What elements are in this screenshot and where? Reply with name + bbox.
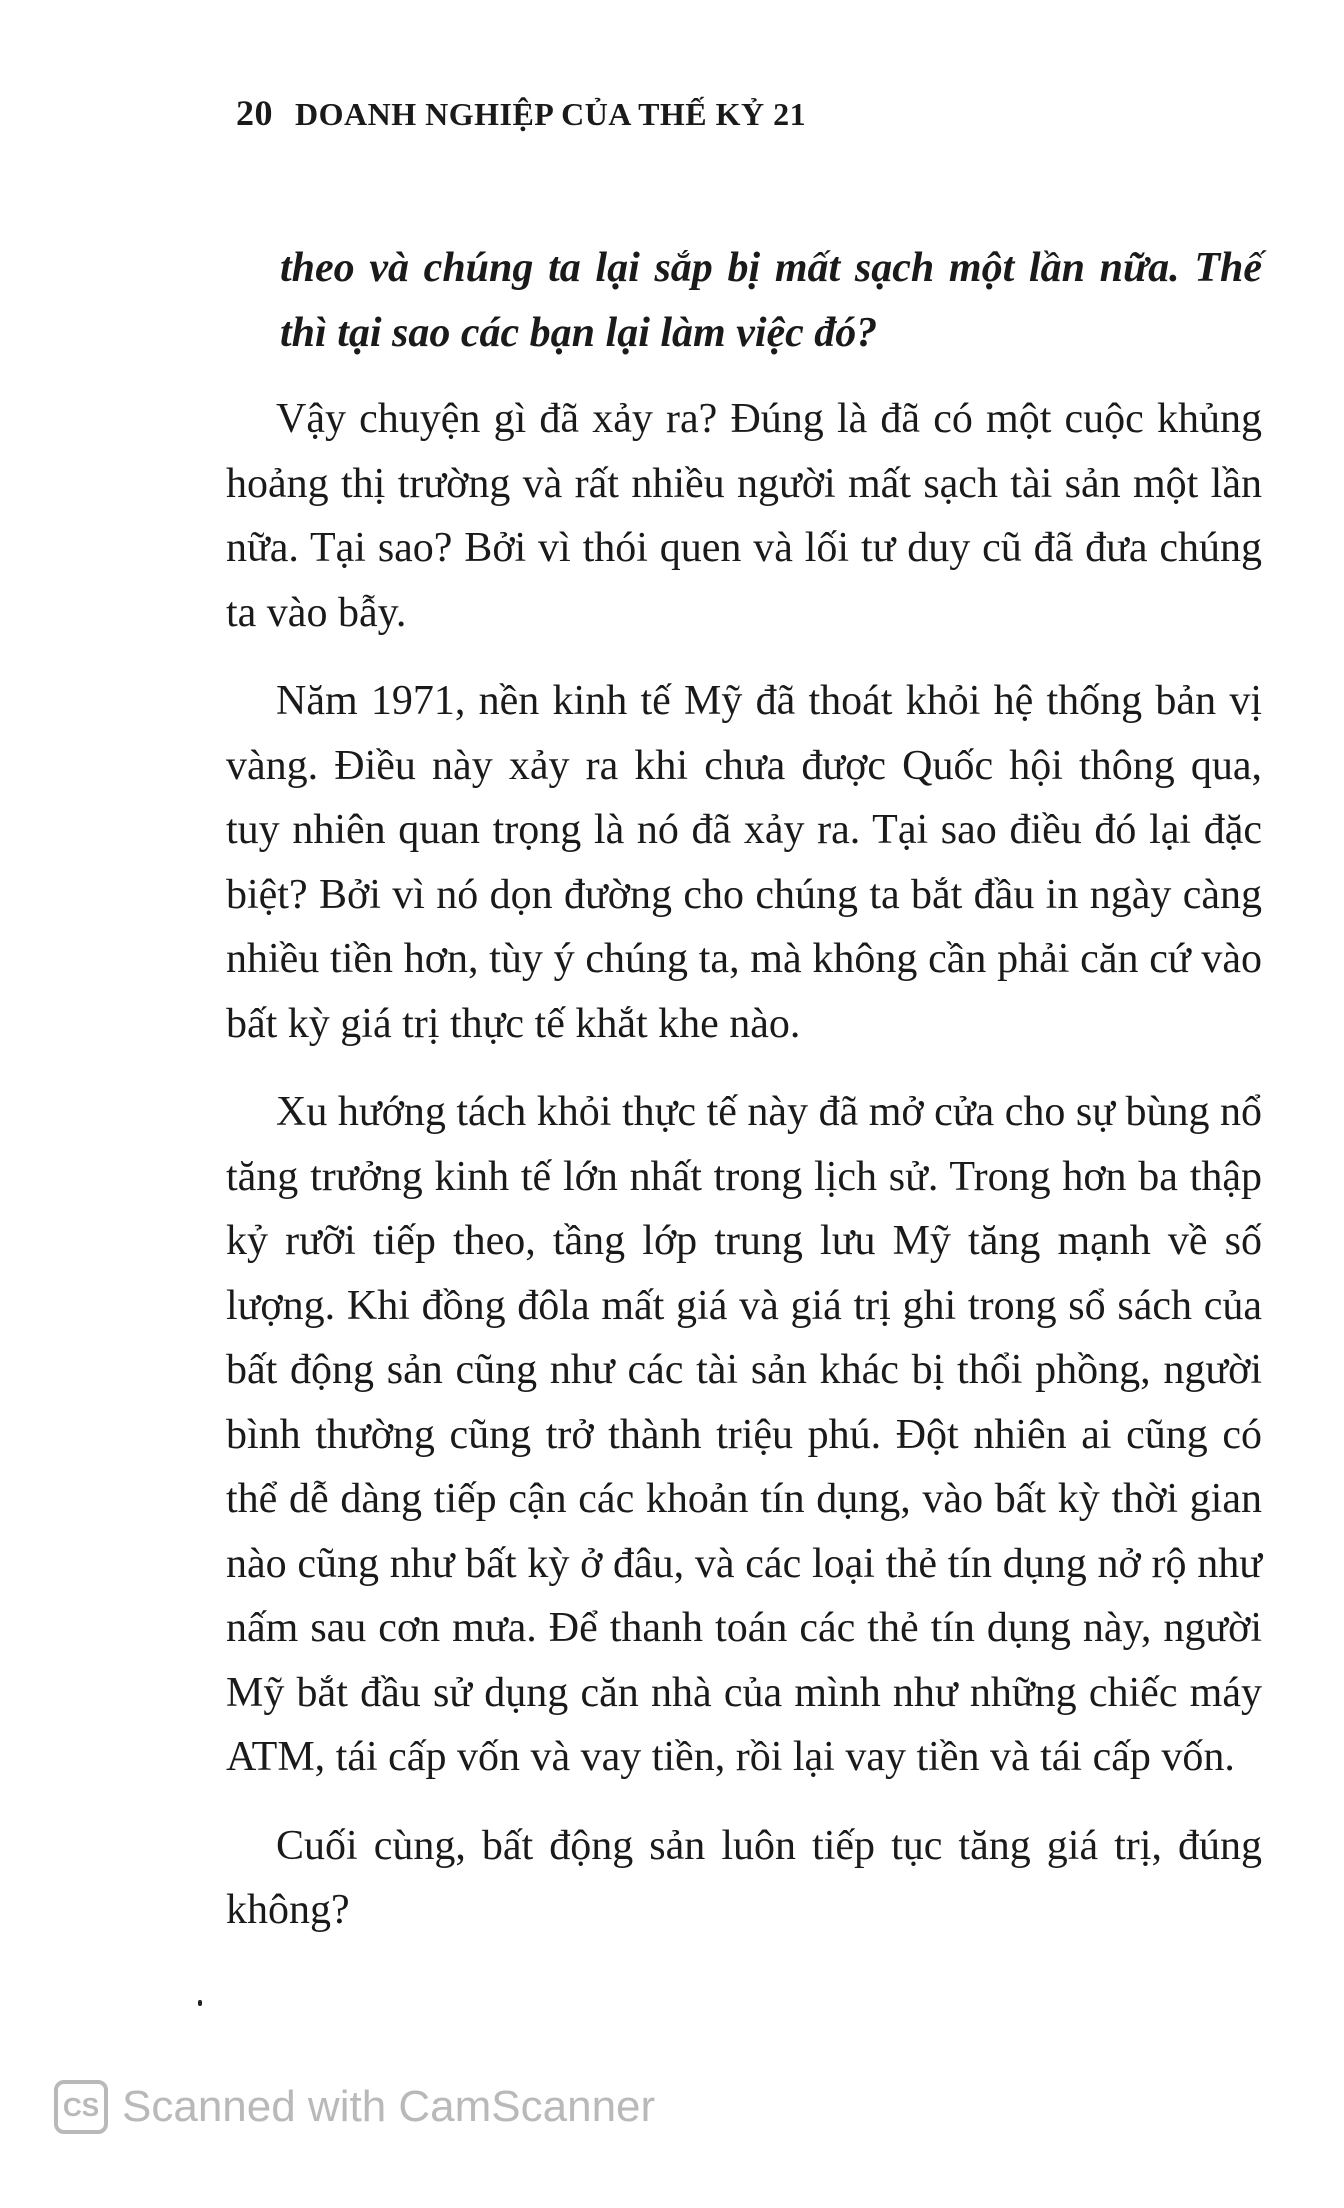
- paragraph: Năm 1971, nền kinh tế Mỹ đã thoát khỏi hệ thống bản vị vàng. Điều này xảy ra khi chưa được Quốc hội thông qua, tuy nhiên quan trọng là nó đã xảy ra. Tại sao điều đó lại đặc biệt? Bởi vì nó dọn đường cho chúng ta bắt đầu in ngày càng nhiều tiền hơn, tùy ý chúng ta, mà không cần phải căn cứ vào bất kỳ giá trị thực tế khắt khe nào.: [226, 678, 1262, 1047]
- scan-speck: [198, 2000, 202, 2006]
- camscanner-watermark: [54, 2080, 655, 2134]
- paragraph: Xu hướng tách khỏi thực tế này đã mở cửa cho sự bùng nổ tăng trưởng kinh tế lớn nhất trong lịch sử. Trong hơn ba thập kỷ rưỡi tiếp theo, tầng lớp trung lưu Mỹ tăng mạnh về số lượng. Khi đồng đôla mất giá và giá trị ghi trong sổ sách của bất động sản cũng như các tài sản khác bị thổi phồng, người bình thường cũng trở thành triệu phú. Đột nhiên ai cũng có thể dễ dàng tiếp cận các khoản tín dụng, vào bất kỳ thời gian nào cũng như bất kỳ ở đâu, và các loại thẻ tín dụng nở rộ như nấm sau cơn mưa. Để thanh toán các thẻ tín dụng này, người Mỹ bắt đầu sử dụng căn nhà của mình như những chiếc máy ATM, tái cấp vốn và vay tiền, rồi lại vay tiền và tái cấp vốn.: [226, 1089, 1262, 1780]
- watermark-text: Scanned with CamScanner: [122, 2082, 656, 2131]
- book-title-header: DOANH NGHIỆP CỦA THẾ KỶ 21: [295, 96, 807, 132]
- quote-paragraph: theo và chúng ta lại sắp bị mất sạch một lần nữa. Thế thì tại sao các bạn lại làm việc đó?: [280, 245, 1262, 356]
- paragraph: Vậy chuyện gì đã xảy ra? Đúng là đã có một cuộc khủng hoảng thị trường và rất nhiều người mất sạch tài sản một lần nữa. Tại sao? Bởi vì thói quen và lối tư duy cũ đã đưa chúng ta vào bẫy.: [226, 396, 1262, 636]
- body-text: [226, 236, 1262, 1967]
- page-number: 20: [236, 93, 273, 133]
- paragraph: Cuối cùng, bất động sản luôn tiếp tục tăng giá trị, đúng không?: [226, 1822, 1262, 1933]
- camscanner-logo-icon: CS: [54, 2080, 108, 2134]
- running-header: [236, 92, 806, 134]
